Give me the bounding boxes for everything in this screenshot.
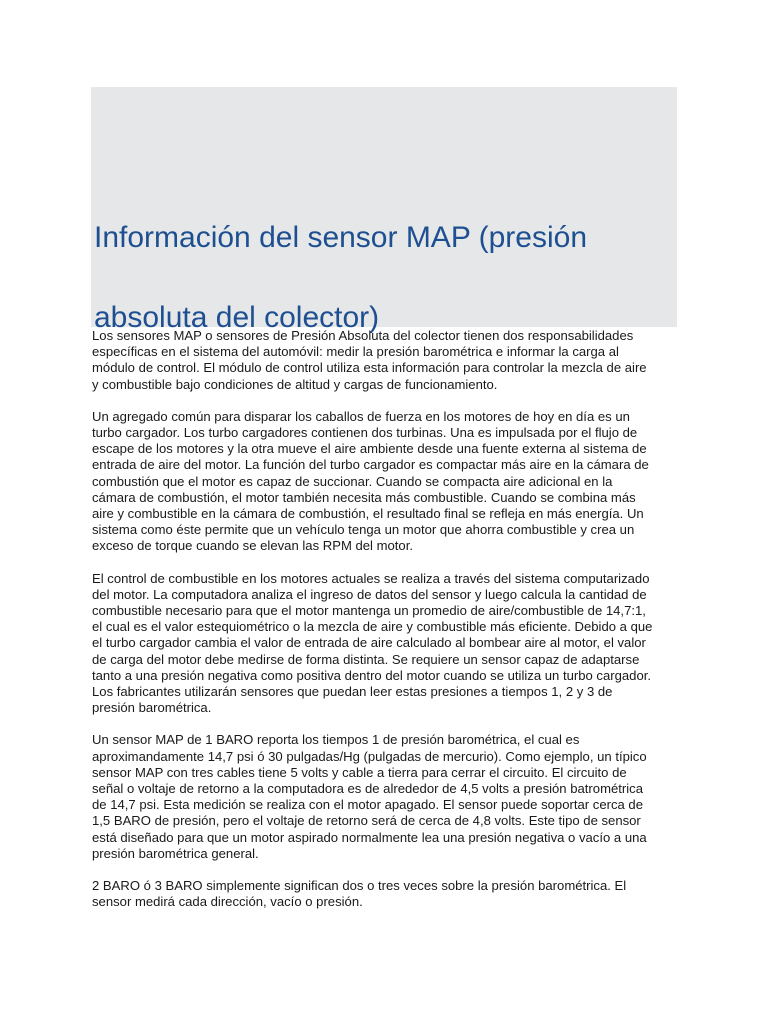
paragraph-2 <box>92 409 682 555</box>
text-line: sistema como éste permite que un vehículo tenga un motor que ahorra combustible y crea un <box>92 522 635 538</box>
text-line: presión barométrica general. <box>92 845 259 861</box>
text-line: de carga del motor debe medirse de forma distinta. Se requiere un sensor capaz de adaptarse <box>92 651 640 667</box>
text-line: sensor MAP con tres cables tiene 5 volts y cable a tierra para cerrar el circuito. El circuito de <box>92 764 627 780</box>
text-line: Los sensores MAP o sensores de Presión Absoluta del colector tienen dos responsabilidades <box>92 328 634 343</box>
paragraph-4 <box>92 732 682 862</box>
text-line: el cual es el valor estequiométrico o la mezcla de aire y combustible más eficiente. Debido a que <box>92 619 653 635</box>
text-line: está diseñado para que un motor aspirado normalmente lea una presión negativa o vacío a una <box>92 829 647 845</box>
text-line: 1,5 BARO de presión, pero el voltaje de retorno será de cerca de 4,8 volts. Este tipo de sensor <box>92 813 641 829</box>
text-line: del motor. La computadora analiza el ingreso de datos del sensor y luego calcula la cantidad de <box>92 586 647 602</box>
text-line: sensor medirá cada dirección, vacío o presión. <box>92 894 363 910</box>
title-line: absoluta del colector) <box>94 301 380 334</box>
paragraph-3 <box>92 571 682 717</box>
text-line: Los fabricantes utilizarán sensores que puedan leer estas presiones a tiempos 1, 2 y 3 de <box>92 684 613 700</box>
title-line: Información del sensor MAP (presión <box>94 221 588 254</box>
text-line: el turbo cargador cambia el valor de entrada de aire calculado al bombear aire al motor, el valor <box>92 635 646 651</box>
text-line: Un agregado común para disparar los caballos de fuerza en los motores de hoy en día es un <box>92 408 630 424</box>
text-line: exceso de torque cuando se elevan las RPM del motor. <box>92 538 413 554</box>
text-line: Un sensor MAP de 1 BARO reporta los tiempos 1 de presión barométrica, el cual es <box>92 732 580 748</box>
text-line: entrada de aire del motor. La función del turbo cargador es compactar más aire en la cámara de <box>92 457 649 473</box>
text-line: escape de los motores y la otra mueve el aire ambiente desde una fuente externa al sistema de <box>92 441 647 457</box>
article-body <box>92 328 682 927</box>
paragraph-1 <box>92 328 682 393</box>
paragraph-5 <box>92 878 682 910</box>
text-line: cámara de combustión, el motor también necesita más combustible. Cuando se combina más <box>92 489 636 505</box>
text-line: de 14,7 psi. Esta medición se realiza con el motor apagado. El sensor puede soportar cerca de <box>92 797 643 813</box>
text-line: combustión que el motor es capaz de succionar. Cuando se compacta aire adicional en la <box>92 473 613 489</box>
text-line: módulo de control. El módulo de control utiliza esta información para controlar la mezcla de aire <box>92 360 647 376</box>
text-line: tanto a una presión negativa como positiva dentro del motor cuando se utiliza un turbo cargador. <box>92 667 652 683</box>
text-line: combustible necesario para que el motor mantenga un promedio de aire/combustible de 14,7:1, <box>92 603 646 619</box>
text-line: aire y combustible en la cámara de combustión, el resultado final se refleja en más energía. Un <box>92 506 644 522</box>
text-line: aproximandamente 14,7 psi ó 30 pulgadas/Hg (pulgadas de mercurio). Como ejemplo, un típico <box>92 748 647 764</box>
text-line: y combustible bajo condiciones de altitud y cargas de funcionamiento. <box>92 376 498 392</box>
text-line: turbo cargador. Los turbo cargadores contienen dos turbinas. Una es impulsada por el flujo de <box>92 425 638 441</box>
text-line: presión barométrica. <box>92 700 212 716</box>
text-line: El control de combustible en los motores actuales se realiza a través del sistema computarizado <box>92 570 650 586</box>
text-line: señal o voltaje de retorno a la computadora es de alrededor de 4,5 volts a presión batrométrica <box>92 781 643 797</box>
text-line: específicas en el sistema del automóvil: medir la presión barométrica e informar la carga al <box>92 344 619 360</box>
text-line: 2 BARO ó 3 BARO simplemente significan dos o tres veces sobre la presión barométrica. El <box>92 878 627 894</box>
